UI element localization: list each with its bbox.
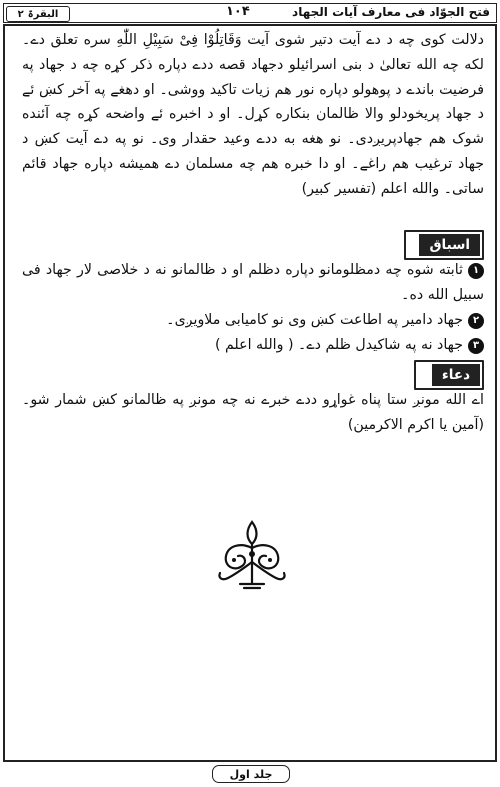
surah-tab	[6, 6, 70, 22]
lessons-heading: اسباق	[419, 234, 480, 256]
dua-heading-box	[414, 360, 484, 390]
dua-text: اے الله مونږ ستا پناه غواړو ددے خبرے نه چه مونږ په ظالمانو کښ شمار شو۔ (آمین یا اکرم الاکرمین)	[22, 392, 484, 433]
lesson-text: جهاد دامیر په اطاعت کښ وی نو کامیابی ملاویږی۔	[166, 312, 463, 328]
volume-footer: جلد اول	[212, 765, 290, 783]
lesson-item-3	[22, 333, 484, 358]
number-badge: ٣	[468, 338, 484, 354]
lesson-item-2	[22, 308, 484, 333]
page-header	[3, 3, 497, 23]
lesson-text: جهاد نه په شاکیدل ظلم دے۔ ( والله اعلم )	[214, 337, 463, 353]
lesson-text: ثابته شوه چه دمظلومانو دپاره دظلم او د ظالمانو نه د خلاصی لار جهاد فی سبیل الله ده۔	[22, 262, 484, 303]
book-title: فتح الجوّاد فی معارف آیات الجهاد	[292, 5, 490, 19]
surah-name: البقرۃ	[27, 8, 59, 20]
intro-paragraph: دلالت کوی چه د دے آیت دتیر شوی آیت وَقَاتِلُوْا فِیْ سَبِیْلِ اللّٰهِ سره تعلق دے۔ لکه چه الله تعالیٰ د بنی اسرائیلو دجهاد قصه ددے دپاره ذکر کړه چه د جهاد په فرضیت باندے د پوهولو دپاره نور هم زیات تاکید ووشی۔ او دهغے په آخر کښ ئے د جهاد پریخودلو والا ظالمان بنکاره کړل۔ او د اخبره ئے واضحه کړه چه آئنده شوک هم جهادپریږدی۔ نو هغه به ددے وعید حقدار وی۔ نو په دے آیت کښ د جهاد ترغیب هم راغے۔ او دا خبره هم چه مسلمان دے همیشه دپاره جهاد قائم ساتی۔ والله اعلم (تفسیر کبیر)	[22, 32, 484, 197]
number-badge: ١	[468, 263, 484, 279]
number-badge: ٢	[468, 313, 484, 329]
floral-ornament-icon	[210, 518, 294, 590]
dua-heading: دعاء	[432, 364, 480, 386]
lessons-heading-box	[404, 230, 484, 260]
page-number: ۱۰۴	[226, 4, 250, 19]
surah-number: ٢	[17, 8, 24, 20]
lesson-item-1	[22, 258, 484, 308]
